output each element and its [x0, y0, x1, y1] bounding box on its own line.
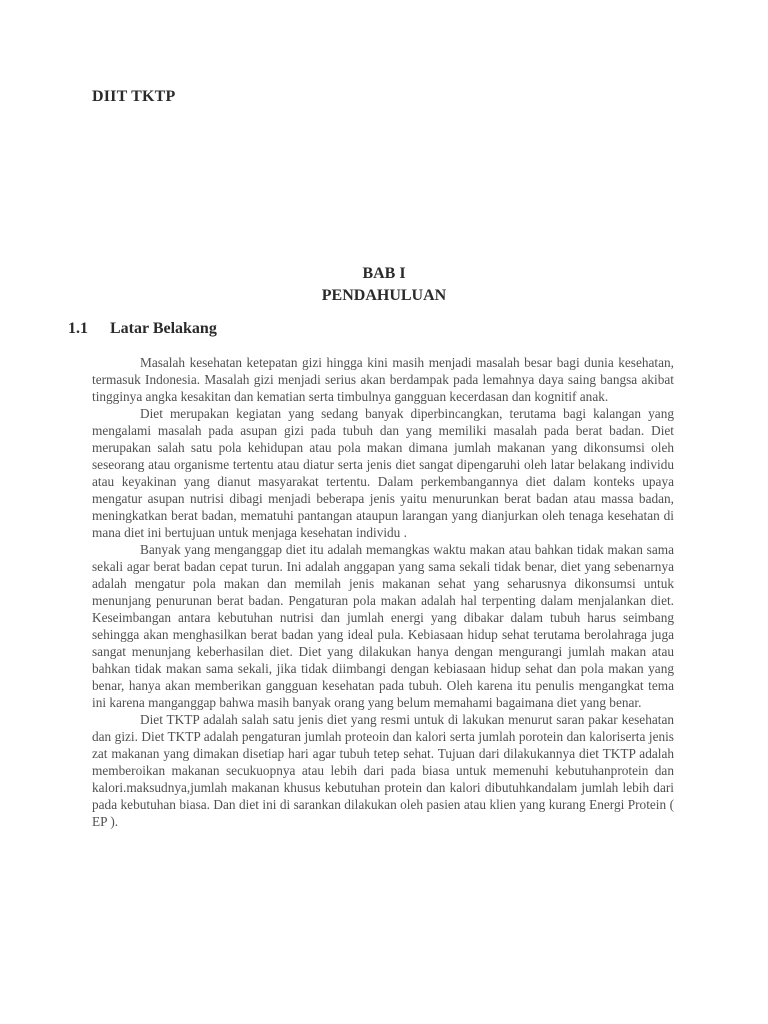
section-number: 1.1	[68, 320, 88, 337]
chapter-name: PENDAHULUAN	[321, 287, 447, 304]
paragraph: Banyak yang menganggap diet itu adalah memangkas waktu makan atau bahkan tidak makan sama sekali agar berat badan cepat turun. Ini adalah anggapan yang sama sekali tidak benar, diet yang sebenarnya adalah mengatur pola makan dan memilah jenis makanan sehat yang seharusnya dikonsumsi untuk menunjang penurunan berat badan. Pengaturan pola makan adalah hal terpenting dalam menjalankan diet. Keseimbangan antara kebutuhan nutrisi dan jumlah energi yang dibakar dalam tubuh harus seimbang sehingga akan menghasilkan berat badan yang ideal pula. Kebiasaan hidup sehat terutama berolahraga juga sangat menunjang keberhasilan diet. Diet yang dilakukan hanya dengan mengurangi jumlah makan atau bahkan tidak makan sama sekali, jika tidak diimbangi dengan kebiasaan hidup sehat dan pola makan yang benar, hanya akan memberikan gangguan kesehatan pada tubuh. Oleh karena itu penulis mengangkat tema ini karena manganggap bahwa masih banyak orang yang belum memahami bagaimana diet yang benar.	[92, 542, 674, 710]
paragraph: Masalah kesehatan ketepatan gizi hingga kini masih menjadi masalah besar bagi dunia kesehatan, termasuk Indonesia. Masalah gizi menjadi serius akan berdampak pada lemahnya daya saing bangsa akibat tingginya angka kesakitan dan kematian serta timbulnya gangguan kecerdasan dan kognitif anak.	[92, 355, 674, 404]
paragraph: Diet TKTP adalah salah satu jenis diet yang resmi untuk di lakukan menurut saran pakar kesehatan dan gizi. Diet TKTP adalah pengaturan jumlah proteoin dan kalori serta jumlah porotein dan kaloriserta jenis zat makanan yang dimakan disetiap hari agar tubuh tetep sehat. Tujuan dari dilakukannya diet TKTP adalah memberoikan makanan secukuopnya atau lebih dari pada biasa untuk memenuhi kebutuhanprotein dan kalori.maksudnya,jumlah makanan khusus kebutuhan protein dan kalori dibutuhkandalam jumlah lebih dari pada kebutuhan biasa. Dan diet ini di sarankan dilakukan oleh pasien atau klien yang kurang Energi Protein ( EP ).	[92, 712, 674, 829]
section-heading	[68, 320, 217, 338]
body-text	[92, 354, 674, 830]
document-title: DIIT TKTP	[92, 88, 176, 105]
chapter-label: BAB I	[362, 265, 406, 282]
section-title: Latar Belakang	[110, 320, 217, 337]
paragraph: Diet merupakan kegiatan yang sedang banyak diperbincangkan, terutama bagi kalangan yang mengalami masalah pada asupan gizi pada tubuh dan yang memiliki masalah pada berat badan. Diet merupakan salah satu pola kehidupan atau pola makan dimana jumlah makanan yang dikonsumsi oleh seseorang atau organisme tertentu atau diatur serta jenis diet sangat dipengaruhi oleh latar belakang individu atau keyakinan yang dianut masyarakat tertentu. Dalam perkembangannya diet dalam konteks upaya mengatur asupan nutrisi dibagi menjadi beberapa jenis yaitu menurunkan berat badan atau massa badan, meningkatkan berat badan, mematuhi pantangan ataupun larangan yang dianjurkan oleh tenaga kesehatan di mana diet ini bertujuan untuk menjaga kesehatan individu .	[92, 406, 674, 540]
chapter-heading	[0, 263, 768, 307]
